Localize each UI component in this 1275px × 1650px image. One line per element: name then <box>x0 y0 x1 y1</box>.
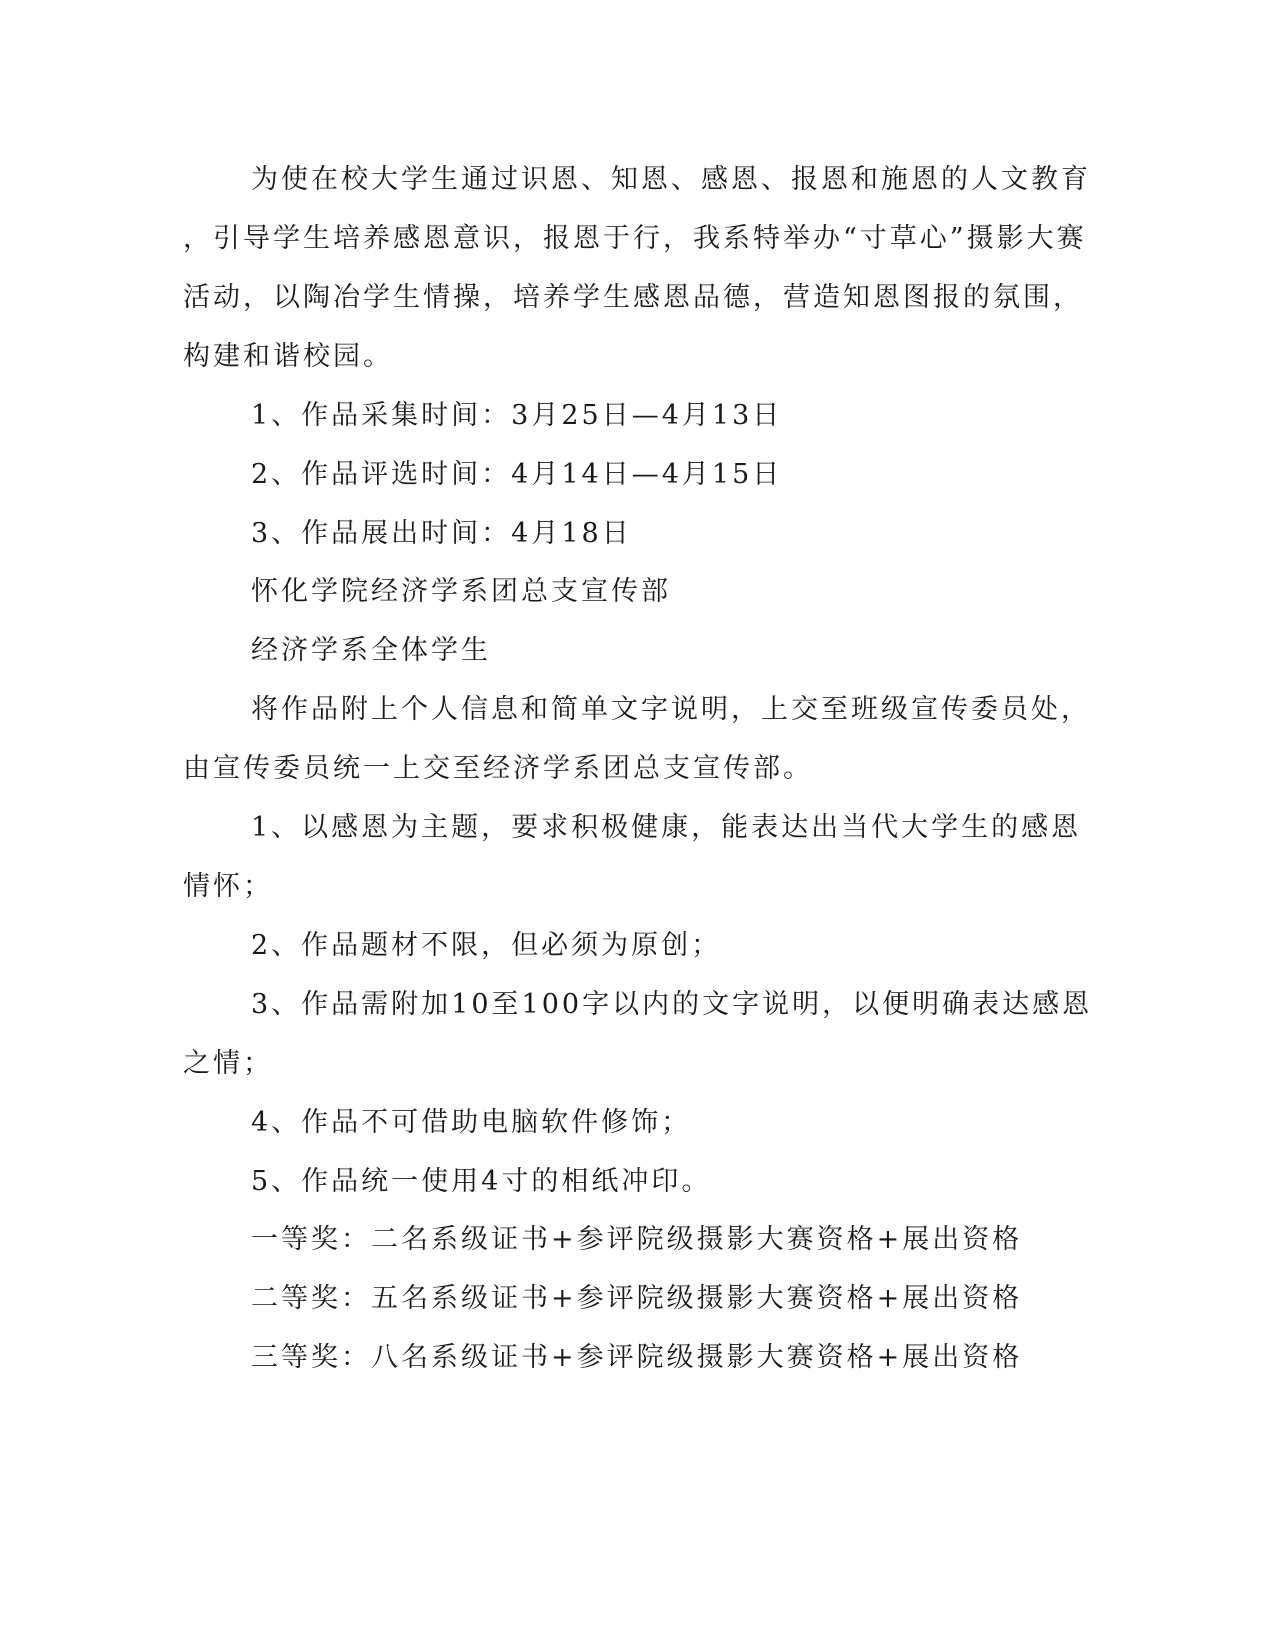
organizer-text: 怀化学院经济学系团总支宣传部 <box>251 576 671 607</box>
requirement-item: 4、作品不可借助电脑软件修饰； <box>251 1107 692 1138</box>
award-item: 三等奖：八名系级证书+参评院级摄影大赛资格+展出资格 <box>251 1342 1023 1373</box>
participants-text: 经济学系全体学生 <box>251 635 491 666</box>
award-item: 一等奖：二名系级证书+参评院级摄影大赛资格+展出资格 <box>251 1224 1023 1255</box>
submission-line: 将作品附上个人信息和简单文字说明，上交至班级宣传委员处， <box>251 694 1091 725</box>
award-item: 二等奖：五名系级证书+参评院级摄影大赛资格+展出资格 <box>251 1283 1023 1314</box>
requirement-item: 之情； <box>183 1048 273 1079</box>
intro-line: ，引导学生培养感恩意识，报恩于行，我系特举办“寸草心”摄影大赛 <box>183 223 1087 254</box>
requirement-item: 2、作品题材不限，但必须为原创； <box>251 930 722 961</box>
intro-line: 为使在校大学生通过识恩、知恩、感恩、报恩和施恩的人文教育 <box>251 164 1091 195</box>
schedule-item: 2、作品评选时间：4月14日—4月15日 <box>251 459 783 490</box>
intro-line: 构建和谐校园。 <box>183 341 393 372</box>
requirement-item: 3、作品需附加10至100字以内的文字说明，以便明确表达感恩 <box>251 989 1093 1020</box>
requirement-item: 1、以感恩为主题，要求积极健康，能表达出当代大学生的感恩 <box>251 812 1082 843</box>
schedule-item: 1、作品采集时间：3月25日—4月13日 <box>251 400 783 431</box>
requirement-item: 情怀； <box>183 871 273 902</box>
submission-line: 由宣传委员统一上交至经济学系团总支宣传部。 <box>183 753 813 784</box>
schedule-item: 3、作品展出时间：4月18日 <box>251 518 632 549</box>
requirement-item: 5、作品统一使用4寸的相纸冲印。 <box>251 1166 712 1197</box>
intro-line: 活动，以陶冶学生情操，培养学生感恩品德，营造知恩图报的氛围， <box>183 282 1083 313</box>
